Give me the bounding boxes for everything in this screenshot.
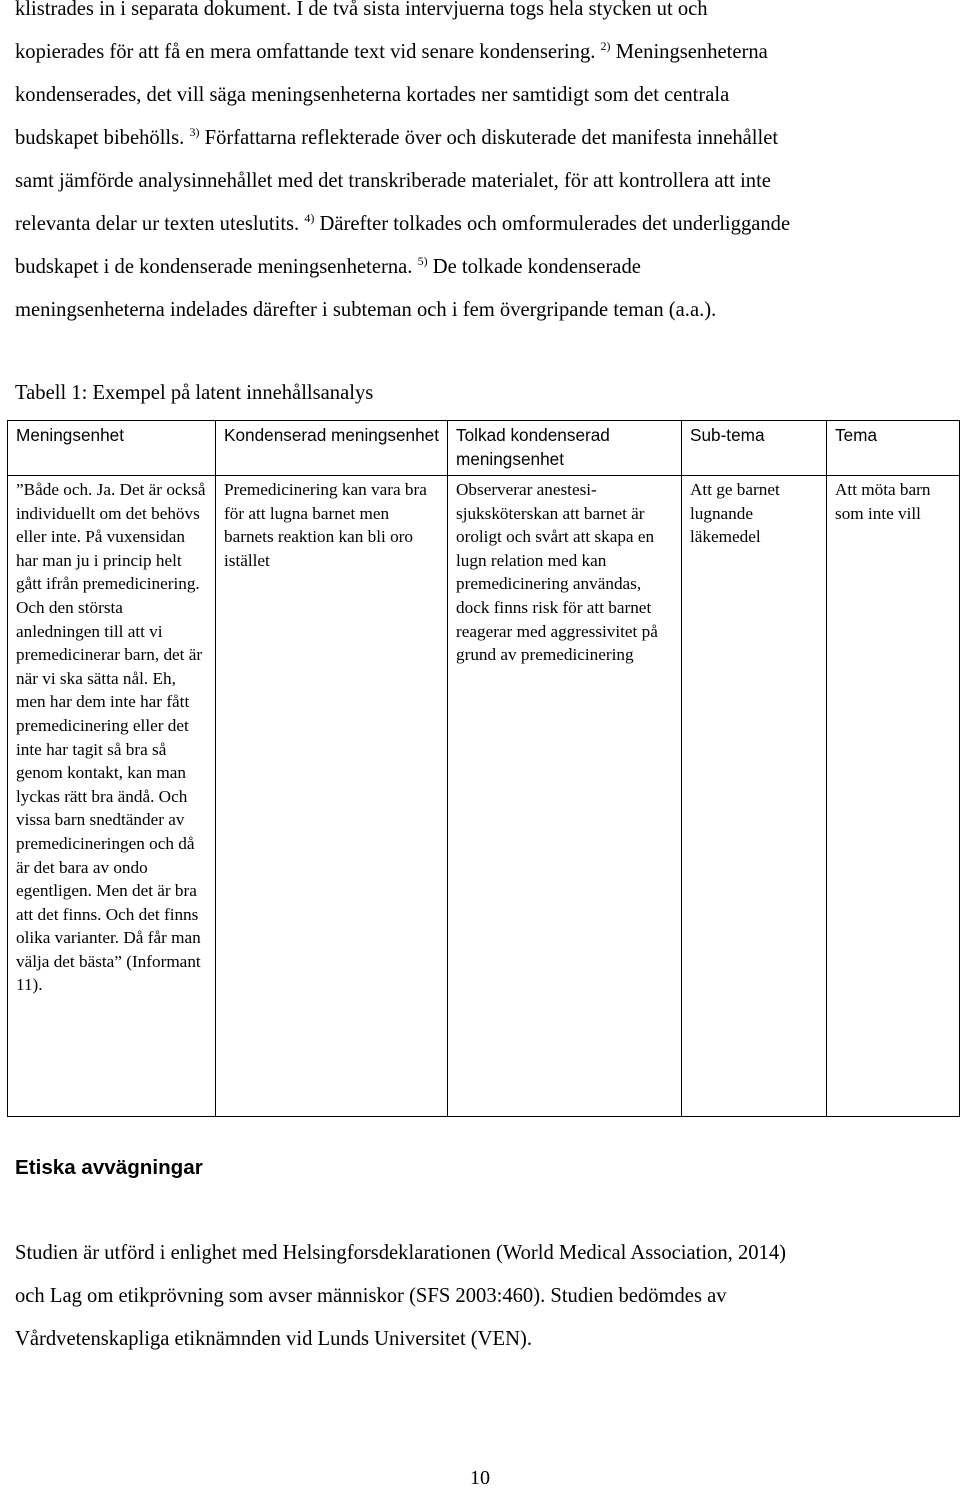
paragraph-line: [15, 203, 950, 246]
line-text: budskapet i de kondenserade meningsenheterna.: [15, 256, 418, 278]
step-marker-4: 4): [304, 211, 315, 225]
line-text: De tolkade kondenserade: [427, 256, 641, 278]
method-paragraph: [15, 0, 950, 332]
paragraph-line: [15, 246, 950, 289]
table-row: [8, 476, 960, 1117]
step-marker-2: 2): [600, 39, 611, 53]
header-subtema: Sub-tema: [682, 421, 827, 476]
paragraph-line: [15, 31, 950, 74]
step-marker-5: 5): [417, 254, 428, 268]
line-text: Författarna reflekterade över och diskuterade det manifesta innehållet: [199, 127, 779, 149]
content-analysis-table: [7, 420, 960, 1117]
cell-tolkad: Observerar anestesi-sjuksköterskan att barnet är oroligt och svårt att skapa en lugn relation med kan premedicinering användas, dock finns risk för att barnet reagerar med aggressivitet på grund av premedicinering: [448, 476, 682, 1117]
line-text: Därefter tolkades och omformulerades det underliggande: [314, 213, 791, 235]
line-text: relevanta delar ur texten uteslutits.: [15, 213, 305, 235]
table-header-row: [8, 421, 960, 476]
line-text: och Lag om etikprövning som avser människor (SFS 2003:460). Studien bedömdes av: [15, 1285, 727, 1307]
paragraph-line: [15, 289, 950, 332]
line-text: Meningsenheterna: [610, 41, 768, 63]
step-marker-3: 3): [189, 125, 200, 139]
header-meningsenhet: Meningsenhet: [8, 421, 216, 476]
line-text: klistrades in i separata dokument. I de två sista intervjuerna togs hela stycken ut och: [15, 0, 708, 20]
page-number: 10: [470, 1467, 490, 1489]
cell-meningsenhet: ”Både och. Ja. Det är också individuellt om det behövs eller inte. På vuxensidan har man ju i princip helt gått ifrån premedicinering. Och den största anledningen till att vi premedicinerar barn, det är när vi ska sätta nål. Eh, men har dem inte har fått premedicinering eller det inte har tagit så bra så genom kontakt, kan man lyckas rätt bra ändå. Och vissa barn snedtänder av premedicineringen och då är det bara av ondo egentligen. Men det är bra att det finns. Och det finns olika varianter. Då får man välja det bästa” (Informant 11).: [8, 476, 216, 1117]
line-text: kopierades för att få en mera omfattande text vid senare kondensering.: [15, 41, 601, 63]
paragraph-line: [15, 1275, 950, 1318]
paragraph-line: [15, 74, 950, 117]
paragraph-line: [15, 160, 950, 203]
header-tolkad: Tolkad kondenserad meningsenhet: [448, 421, 682, 476]
paragraph-line: [15, 0, 950, 31]
header-tema: Tema: [827, 421, 960, 476]
line-text: kondenserades, det vill säga meningsenheterna kortades ner samtidigt som det centrala: [15, 84, 730, 106]
line-text: meningsenheterna indelades därefter i subteman och i fem övergripande teman (a.a.).: [15, 299, 717, 321]
paragraph-line: [15, 1232, 950, 1275]
paragraph-line: [15, 117, 950, 160]
paragraph-line: [15, 1318, 950, 1361]
section-heading: Etiska avvägningar: [15, 1156, 203, 1179]
line-text: Studien är utförd i enlighet med Helsingforsdeklarationen (World Medical Association, 2014): [15, 1242, 786, 1264]
header-kondenserad: Kondenserad meningsenhet: [216, 421, 448, 476]
cell-tema: Att möta barn som inte vill: [827, 476, 960, 1117]
ethics-paragraph: [15, 1232, 950, 1361]
line-text: samt jämförde analysinnehållet med det transkriberade materialet, för att kontrollera att inte: [15, 170, 771, 192]
line-text: budskapet bibehölls.: [15, 127, 190, 149]
line-text: Vårdvetenskapliga etiknämnden vid Lunds Universitet (VEN).: [15, 1328, 532, 1350]
table-caption: Tabell 1: Exempel på latent innehållsanalys: [15, 382, 374, 404]
cell-kondenserad: Premedicinering kan vara bra för att lugna barnet men barnets reaktion kan bli oro istället: [216, 476, 448, 1117]
cell-subtema: Att ge barnet lugnande läkemedel: [682, 476, 827, 1117]
